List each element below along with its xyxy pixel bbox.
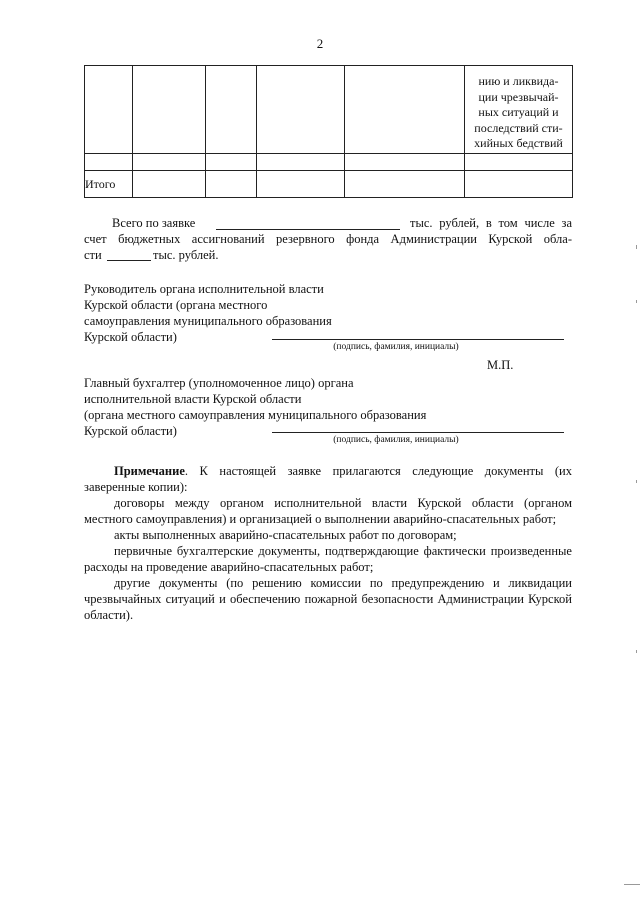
total-amount-blank: [216, 229, 400, 230]
note-item: акты выполненных аварийно-спасательных работ по договорам;: [114, 528, 457, 542]
accountant-title-line2: исполнительной власти Курской области: [84, 392, 302, 406]
reserve-amount-blank: [107, 260, 151, 261]
total-request-label: Всего по заявке: [112, 216, 196, 230]
stamp-label: М.П.: [487, 358, 514, 372]
note-item: договоры между органом исполнительной власти Курской области (органом местного самоуправления) и организацией о выполнении аварийно-спасательных работ;: [84, 496, 572, 526]
table-cell-continued-text: нию и ликвида- ции чрезвычай- ных ситуаций и последствий сти- хийных бедствий: [465, 66, 573, 154]
note-heading: Примечание: [114, 464, 185, 478]
head-title-line3: самоуправления муниципального образования: [84, 314, 332, 328]
note-item: первичные бухгалтерские документы, подтверждающие фактически произведенные расходы на проведение аварийно-спасательных работ;: [84, 544, 572, 574]
scan-speck: [636, 650, 637, 653]
total-request-line2: счет бюджетных ассигнований резервного фонда Администрации Курской обла-: [84, 232, 572, 246]
accountant-title-line1: Главный бухгалтер (уполномоченное лицо) органа: [84, 376, 354, 390]
table-row: [85, 66, 573, 154]
accountant-signature-line: [272, 432, 564, 433]
head-title-line4: Курской области): [84, 330, 177, 344]
scan-speck: [624, 884, 640, 885]
head-title-line1: Руководитель органа исполнительной власти: [84, 282, 324, 296]
note-item: другие документы (по решению комиссии по предупреждению и ликвидации чрезвычайных ситуаций и обеспечению пожарной безопасности Администрации Курской области).: [84, 576, 572, 622]
head-signature-caption: (подпись, фамилия, инициалы): [333, 342, 459, 352]
note-section: [84, 463, 572, 623]
head-title-line2: Курской области (органа местного: [84, 298, 268, 312]
scan-speck: [636, 300, 637, 303]
continued-table: [84, 65, 573, 198]
table-row-total: [85, 171, 573, 198]
accountant-title-line3: (органа местного самоуправления муниципального образования: [84, 408, 427, 422]
table-row: [85, 154, 573, 171]
page-number: 2: [316, 36, 324, 51]
note-intro: Примечание. К настоящей заявке прилагаются следующие документы (их заверенные копии):: [84, 464, 572, 494]
accountant-signature-caption: (подпись, фамилия, инициалы): [333, 435, 459, 445]
scan-speck: [636, 480, 637, 483]
total-label: Итого: [85, 171, 133, 198]
scan-speck: [636, 245, 637, 249]
accountant-title-line4: Курской области): [84, 424, 177, 438]
head-signature-line: [272, 339, 564, 340]
